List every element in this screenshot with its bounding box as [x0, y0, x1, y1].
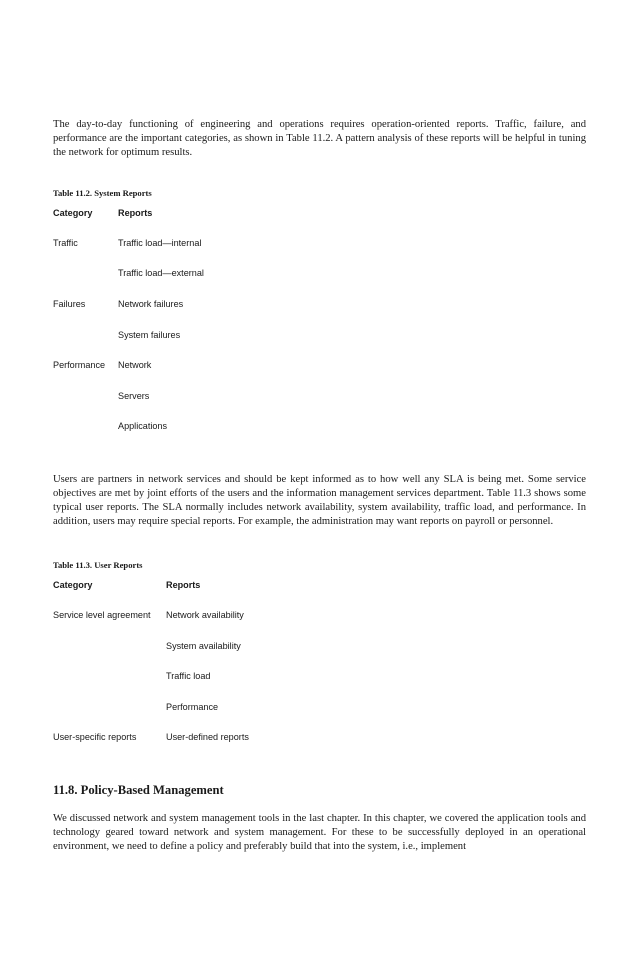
table-cell-category: Traffic — [53, 238, 78, 248]
table-cell-report: System availability — [166, 641, 241, 651]
table-cell-report: Traffic load—external — [118, 268, 204, 278]
table-cell-category: Service level agreement — [53, 610, 151, 620]
table-header-reports: Reports — [118, 208, 153, 218]
table-header-category: Category — [53, 208, 93, 218]
table-cell-report: Applications — [118, 421, 168, 431]
policy-paragraph: We discussed network and system management tools in the last chapter. In this chapter, we covered the application tools and technology geared toward network and system management. For these to be successfully deployed in an operational environment, we need to define a policy and preferably build that into the system, i.e., implement — [53, 813, 586, 852]
table-cell-category: User-specific reports — [53, 732, 137, 742]
section-heading: 11.8. Policy-Based Management — [53, 783, 224, 797]
table-cell-category: Performance — [53, 360, 106, 370]
table-cell-report: Network availability — [166, 610, 244, 620]
table-cell-report: User-defined reports — [166, 732, 249, 742]
table-cell-report: Performance — [166, 702, 219, 712]
users-paragraph: Users are partners in network services and should be kept informed as to how well any SLA is being met. Some service objectives are met by joint efforts of the users and the information management services department. Table 11.3 shows some typical user reports. The SLA normally includes network availability, system availability, traffic load, and performance. In addition, users may require special reports. For example, the administration may want reports on payroll or personnel. — [53, 474, 586, 527]
table-caption-system-reports: Table 11.2. System Reports — [53, 188, 152, 198]
table-cell-report: Traffic load — [166, 671, 211, 681]
table-header-reports: Reports — [166, 580, 201, 590]
table-header-category: Category — [53, 580, 93, 590]
table-cell-category: Failures — [53, 299, 86, 309]
table-cell-report: Servers — [118, 391, 150, 401]
table-cell-report: Network failures — [118, 299, 184, 309]
table-cell-report: Network — [118, 360, 152, 370]
table-caption-user-reports: Table 11.3. User Reports — [53, 560, 143, 570]
table-cell-report: Traffic load—internal — [118, 238, 202, 248]
table-cell-report: System failures — [118, 330, 181, 340]
intro-paragraph: The day-to-day functioning of engineering and operations requires operation-oriented reports. Traffic, failure, and performance are the important categories, as shown in Table 11.2. A pattern analysis of these reports will be helpful in tuning the network for optimum results. — [53, 119, 586, 158]
